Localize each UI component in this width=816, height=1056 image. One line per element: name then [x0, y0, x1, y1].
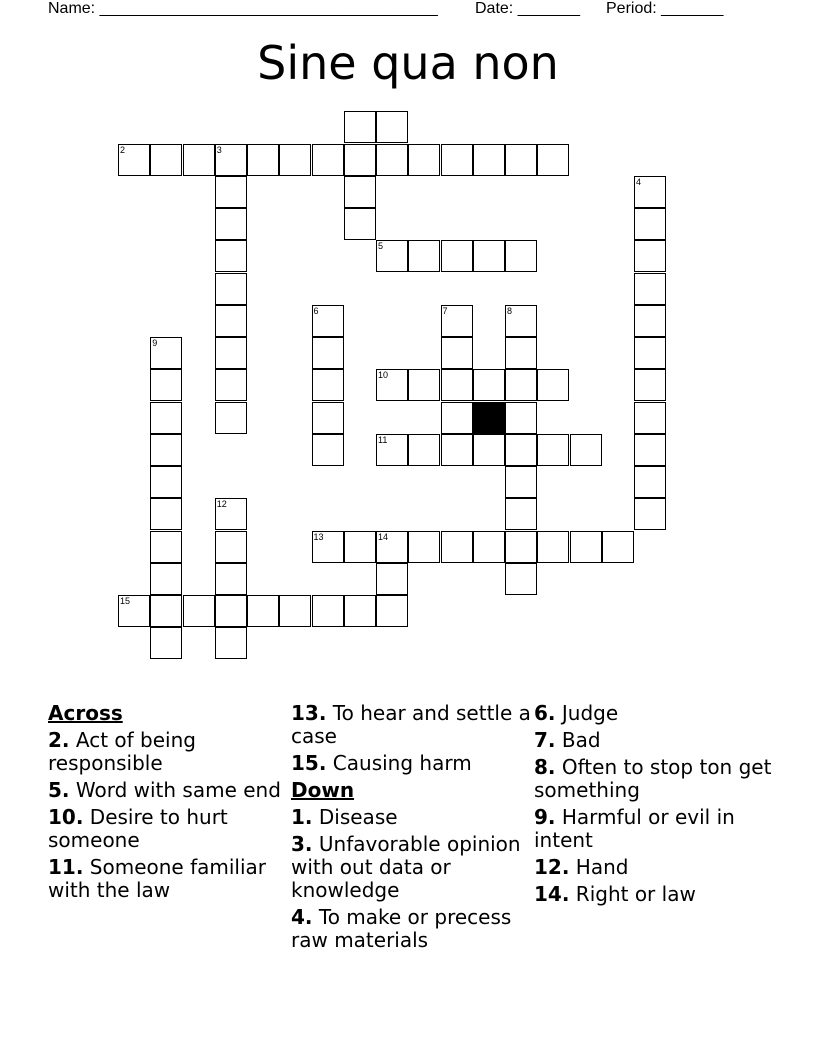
grid-cell[interactable] — [376, 531, 408, 563]
grid-cell[interactable] — [344, 176, 376, 208]
grid-cell[interactable] — [473, 144, 505, 176]
grid-cell[interactable] — [505, 337, 537, 369]
grid-cell[interactable] — [441, 305, 473, 337]
grid-cell[interactable] — [441, 434, 473, 466]
clue-number: 8 — [507, 305, 513, 316]
clue-number: 6 — [313, 305, 319, 316]
black-square — [473, 402, 505, 434]
period-field[interactable]: Period: _______ — [606, 0, 724, 17]
grid-cell[interactable] — [505, 144, 537, 176]
grid-cell[interactable] — [441, 144, 473, 176]
grid-cell[interactable] — [537, 144, 569, 176]
grid-cell[interactable] — [376, 144, 408, 176]
grid-cell[interactable] — [408, 434, 440, 466]
grid-cell[interactable] — [634, 369, 666, 401]
grid-cell[interactable] — [602, 531, 634, 563]
grid-cell[interactable] — [505, 402, 537, 434]
clue-number: 9 — [152, 338, 158, 348]
grid-cell[interactable] — [408, 531, 440, 563]
grid-cell[interactable] — [312, 595, 344, 627]
grid-cell[interactable] — [215, 240, 247, 272]
clue-across-13: 13. To hear and settle a case — [291, 701, 531, 748]
grid-cell[interactable] — [634, 240, 666, 272]
grid-cell[interactable] — [634, 337, 666, 369]
clue-down-14: 14. Right or law — [534, 882, 696, 906]
grid-cell[interactable] — [634, 466, 666, 498]
grid-cell[interactable] — [312, 369, 344, 401]
clue-down-4: 4. To make or precess raw materials — [291, 905, 512, 952]
grid-cell[interactable] — [215, 595, 247, 627]
grid-cell[interactable] — [344, 144, 376, 176]
clue-across-10: 10. Desire to hurt someone — [48, 805, 228, 852]
puzzle-title: Sine qua non — [257, 36, 559, 90]
grid-cell[interactable] — [473, 369, 505, 401]
grid-cell[interactable] — [312, 531, 344, 563]
grid-cell[interactable] — [215, 563, 247, 595]
grid-cell[interactable] — [408, 369, 440, 401]
grid-cell[interactable] — [441, 531, 473, 563]
grid-cell[interactable] — [312, 402, 344, 434]
clue-across-2: 2. Act of being responsible — [48, 728, 196, 775]
grid-cell[interactable] — [570, 531, 602, 563]
grid-cell[interactable] — [150, 402, 182, 434]
grid-cell[interactable] — [344, 111, 376, 143]
grid-cell[interactable] — [473, 531, 505, 563]
grid-cell[interactable] — [215, 369, 247, 401]
grid-cell[interactable] — [505, 531, 537, 563]
grid-cell[interactable] — [376, 111, 408, 143]
grid-cell[interactable] — [312, 305, 344, 337]
name-field[interactable]: Name: ______________________________________ — [48, 0, 438, 17]
grid-cell[interactable] — [150, 466, 182, 498]
grid-cell[interactable] — [215, 176, 247, 208]
grid-cell[interactable] — [376, 563, 408, 595]
grid-cell[interactable] — [118, 595, 150, 627]
grid-cell[interactable] — [247, 595, 279, 627]
grid-cell[interactable] — [505, 369, 537, 401]
grid-cell[interactable] — [634, 208, 666, 240]
grid-cell[interactable] — [215, 402, 247, 434]
grid-cell[interactable] — [441, 337, 473, 369]
clue-across-11: 11. Someone familiar with the law — [48, 855, 267, 902]
grid-cell[interactable] — [376, 369, 408, 401]
grid-cell[interactable] — [150, 337, 182, 369]
grid-cell[interactable] — [441, 402, 473, 434]
clue-number: 10 — [378, 370, 389, 381]
grid-cell[interactable] — [344, 208, 376, 240]
clue-down-1: 1. Disease — [291, 805, 398, 829]
clue-number: 5 — [378, 241, 384, 252]
grid-cell[interactable] — [150, 627, 182, 659]
grid-cell[interactable] — [150, 498, 182, 530]
grid-cell[interactable] — [215, 627, 247, 659]
clue-across-15: 15. Causing harm — [291, 751, 472, 775]
clue-number: 7 — [442, 305, 448, 316]
grid-cell[interactable] — [441, 369, 473, 401]
grid-cell[interactable] — [634, 402, 666, 434]
clue-across-5: 5. Word with same end — [48, 778, 281, 802]
grid-cell[interactable] — [570, 434, 602, 466]
clue-down-8: 8. Often to stop ton get something — [534, 755, 772, 802]
clue-column-1 — [48, 702, 284, 906]
clue-number: 11 — [378, 434, 388, 445]
clue-number: 4 — [636, 176, 642, 187]
date-field[interactable]: Date: _______ — [475, 0, 580, 17]
grid-cell[interactable] — [537, 434, 569, 466]
grid-cell[interactable] — [408, 144, 440, 176]
grid-cell[interactable] — [376, 595, 408, 627]
grid-cell[interactable] — [150, 563, 182, 595]
grid-cell[interactable] — [505, 240, 537, 272]
grid-cell[interactable] — [118, 144, 150, 176]
clue-column-2 — [291, 702, 531, 956]
grid-cell[interactable] — [344, 531, 376, 563]
grid-cell[interactable] — [634, 176, 666, 208]
clue-down-6: 6. Judge — [534, 701, 619, 725]
grid-cell[interactable] — [312, 434, 344, 466]
clue-down-12: 12. Hand — [534, 855, 629, 879]
grid-cell[interactable] — [279, 595, 311, 627]
grid-cell[interactable] — [634, 305, 666, 337]
grid-cell[interactable] — [183, 144, 215, 176]
down-heading: Down — [291, 778, 355, 802]
clue-down-3: 3. Unfavorable opinion with out data or knowledge — [291, 832, 521, 902]
grid-cell[interactable] — [505, 434, 537, 466]
grid-cell[interactable] — [537, 369, 569, 401]
grid-cell[interactable] — [215, 531, 247, 563]
grid-cell[interactable] — [634, 498, 666, 530]
grid-cell[interactable] — [505, 305, 537, 337]
grid-cell[interactable] — [473, 240, 505, 272]
clue-number: 12 — [216, 499, 227, 510]
across-heading: Across — [48, 701, 123, 725]
grid-cell[interactable] — [634, 273, 666, 305]
grid-cell[interactable] — [247, 144, 279, 176]
clue-down-7: 7. Bad — [534, 728, 601, 752]
grid-cell[interactable] — [408, 240, 440, 272]
grid-cell[interactable] — [183, 595, 215, 627]
grid-cell[interactable] — [150, 369, 182, 401]
grid-cell[interactable] — [215, 337, 247, 369]
clue-number: 15 — [120, 596, 131, 606]
grid-cell[interactable] — [312, 144, 344, 176]
grid-cell[interactable] — [215, 273, 247, 305]
grid-cell[interactable] — [215, 305, 247, 337]
grid-cell[interactable] — [150, 531, 182, 563]
clue-number: 3 — [216, 144, 222, 155]
clue-down-9: 9. Harmful or evil in intent — [534, 805, 735, 852]
grid-cell[interactable] — [505, 498, 537, 530]
grid-cell[interactable] — [505, 466, 537, 498]
grid-cell[interactable] — [150, 144, 182, 176]
clue-number: 13 — [313, 531, 324, 542]
grid-cell[interactable] — [215, 144, 247, 176]
grid-cell[interactable] — [376, 240, 408, 272]
clue-number: 2 — [120, 144, 126, 155]
grid-cell[interactable] — [634, 434, 666, 466]
grid-cell[interactable] — [344, 595, 376, 627]
grid-cell[interactable] — [150, 434, 182, 466]
grid-cell[interactable] — [376, 434, 408, 466]
grid-cell[interactable] — [473, 434, 505, 466]
grid-cell[interactable] — [537, 531, 569, 563]
grid-cell[interactable] — [279, 144, 311, 176]
grid-cell[interactable] — [150, 595, 182, 627]
grid-cell[interactable] — [312, 337, 344, 369]
clue-column-3 — [534, 702, 774, 910]
grid-cell[interactable] — [215, 208, 247, 240]
clue-number: 14 — [378, 531, 389, 542]
grid-cell[interactable] — [215, 498, 247, 530]
grid-cell[interactable] — [441, 240, 473, 272]
grid-cell[interactable] — [505, 563, 537, 595]
